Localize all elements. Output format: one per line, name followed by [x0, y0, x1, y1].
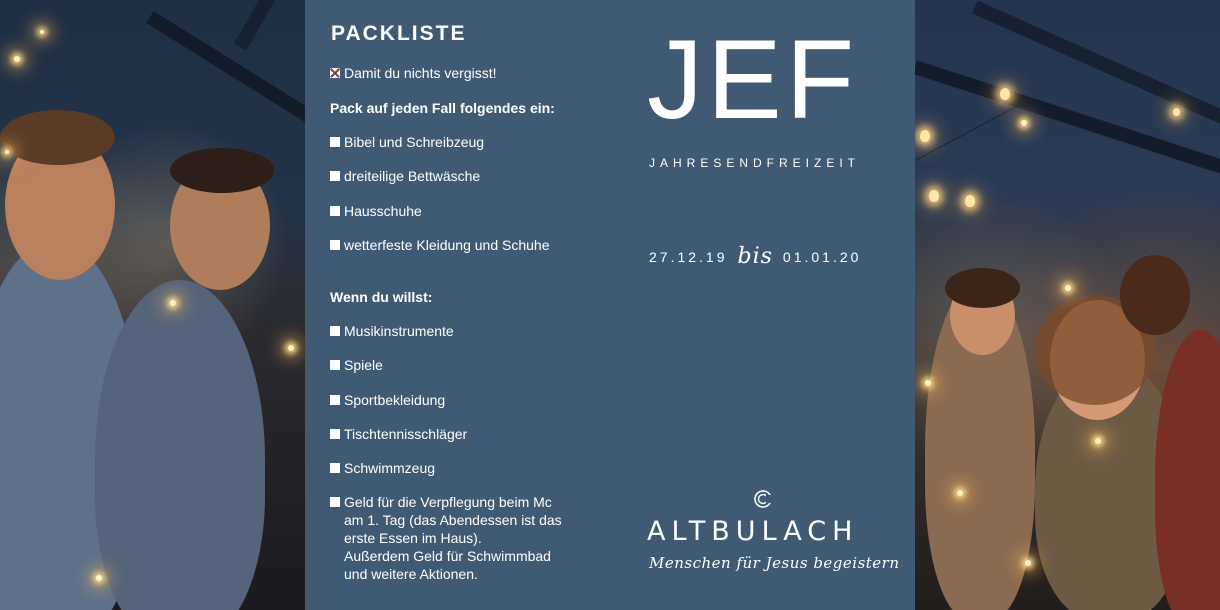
money-line: Geld für die Verpflegung beim Mc: [344, 494, 552, 510]
list-item-label: Spiele: [344, 357, 383, 373]
list-item: [330, 133, 484, 151]
checkbox-icon: [330, 240, 340, 250]
list-item-label: wetterfeste Kleidung und Schuhe: [344, 237, 550, 253]
money-line: am 1. Tag (das Abendessen ist das: [344, 512, 562, 528]
list-item: [330, 202, 422, 220]
date-end: 01.01.20: [782, 248, 862, 265]
checkbox-icon: [330, 171, 340, 181]
list-item-label: Bibel und Schreibzeug: [344, 134, 485, 150]
list-item-label: Sportbekleidung: [344, 392, 446, 408]
list-item: [330, 167, 480, 185]
list-item-label: Hausschuhe: [344, 203, 422, 219]
list-item: [330, 236, 549, 254]
date-start: 27.12.19: [649, 248, 728, 265]
money-line: erste Essen im Haus).: [344, 530, 482, 546]
info-panel: [305, 0, 915, 610]
date-separator: bis: [737, 244, 773, 269]
event-subtitle: JAHRESENDFREIZEIT: [649, 156, 861, 170]
list-item-label: Schwimmzeug: [344, 460, 436, 476]
section-required-heading: [330, 99, 555, 117]
checked-box-icon: [330, 68, 340, 78]
list-item: [330, 322, 454, 340]
money-text: [344, 493, 562, 583]
money-line: Außerdem Geld für Schwimmbad: [344, 548, 551, 564]
money-line: und weitere Aktionen.: [344, 566, 478, 582]
list-item-label: Tischtennisschläger: [344, 426, 468, 442]
section-optional-text: Wenn du willst:: [330, 289, 433, 305]
packliste-title: PACKLISTE: [331, 22, 467, 45]
organization-name: ALTBULACH: [647, 516, 859, 547]
list-item: [330, 425, 467, 443]
list-item: [330, 391, 445, 409]
checkbox-icon: [330, 360, 340, 370]
list-item: [330, 356, 383, 374]
list-item-label: dreiteilige Bettwäsche: [344, 168, 481, 184]
checkbox-icon: [330, 463, 340, 473]
checkbox-icon: [330, 137, 340, 147]
checkbox-icon: [330, 429, 340, 439]
right-party-photo: [915, 0, 1220, 610]
section-required-text: Pack auf jeden Fall folgendes ein:: [330, 100, 555, 116]
church-logo-icon: [753, 489, 773, 509]
list-item-label: Musikinstrumente: [344, 323, 454, 339]
checkbox-icon: [330, 206, 340, 216]
checkbox-icon: [330, 326, 340, 336]
intro-row: [330, 64, 497, 82]
intro-text: Damit du nichts vergisst!: [344, 65, 497, 81]
event-logo: JEF: [647, 17, 859, 142]
checkbox-icon: [330, 497, 340, 507]
checkbox-icon: [330, 395, 340, 405]
left-party-photo: [0, 0, 305, 610]
event-dates: [649, 244, 861, 269]
organization-tagline: Menschen für Jesus begeistern: [649, 554, 900, 572]
list-item: [330, 459, 435, 477]
section-optional-heading: [330, 288, 432, 306]
list-item-money: [330, 493, 562, 583]
